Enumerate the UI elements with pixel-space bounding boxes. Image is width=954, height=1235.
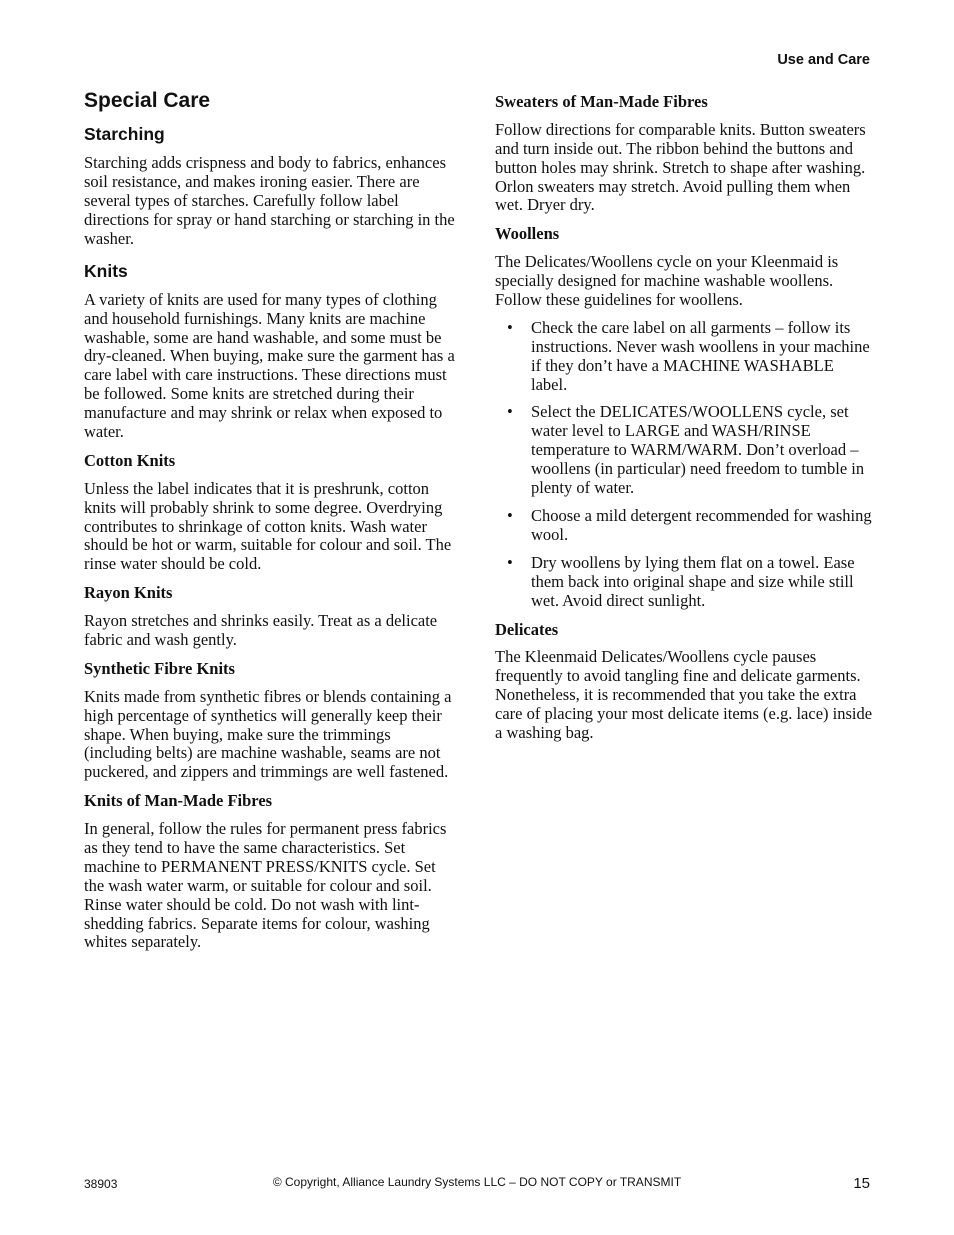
heading-delicates: Delicates <box>495 619 559 639</box>
copyright-notice: © Copyright, Alliance Laundry Systems LLC – DO NOT COPY or TRANSMIT <box>272 1175 682 1189</box>
bullet-marker: • <box>507 317 513 337</box>
paragraph-knits: A variety of knits are used for many types of clothing and household furnishings. Many knits are machine washable, some are hand washable, and some must be dry-cleaned. When buying, make sure the garment has a care label with care instructions. These directions must be followed. Some knits are stretched during their manufacture and may shrink or relax when exposed to water. <box>84 289 455 442</box>
right-column <box>495 92 873 752</box>
heading-sweaters: Sweaters of Man-Made Fibres <box>495 92 708 111</box>
bullet-marker: • <box>507 402 513 422</box>
list-item <box>495 403 873 498</box>
paragraph-delicates: The Kleenmaid Delicates/Woollens cycle pauses frequently to avoid tangling fine and delicate garments. Nonetheless, it is recommended that you take the extra care of placing your most delicate items (e.g. lace) inside a washing bag. <box>495 647 873 742</box>
paragraph-woollens: The Delicates/Woollens cycle on your Kleenmaid is specially designed for machine washable woollens. Follow these guidelines for woollens. <box>495 252 839 309</box>
list-item-text: Dry woollens by lying them flat on a towel. Ease them back into original shape and size while still wet. Avoid direct sunlight. <box>531 552 855 610</box>
heading-knits: Knits <box>84 260 128 281</box>
heading-synthetic-fibre-knits: Synthetic Fibre Knits <box>84 658 235 678</box>
paragraph-sweaters: Follow directions for comparable knits. Button sweaters and turn inside out. The ribbon behind the buttons and button holes may shrink. Stretch to shape after washing. Orlon sweaters may stretch. Avoid pulling them when wet. Dryer dry. <box>495 119 866 215</box>
list-item-text: Select the DELICATES/WOOLLENS cycle, set water level to LARGE and WASH/RINSE temperature to WARM/WARM. Don’t overload – woollens (in particular) need freedom to tumble in plenty of water. <box>531 402 865 498</box>
document-number: 38903 <box>84 1177 118 1191</box>
list-item <box>495 319 873 395</box>
paragraph-knits-man-made: In general, follow the rules for permanent press fabrics as they tend to have the same characteristics. Set machine to PERMANENT PRESS/KNITS cycle. Set the wash water warm, or suitable for colour and soil. Rinse water should be cold. Do not wash with lint-shedding fabrics. Separate items for colour, washing whites separately. <box>84 819 447 952</box>
heading-cotton-knits: Cotton Knits <box>84 450 176 470</box>
running-header: Use and Care <box>777 52 870 68</box>
page-title: Special Care <box>84 89 211 112</box>
left-column <box>84 88 458 961</box>
paragraph-synthetic-fibre-knits: Knits made from synthetic fibres or blends containing a high percentage of synthetics will generally keep their shape. When buying, make sure the trimmings (including belts) are machine washable, seams are not puckered, and zippers and trimmings are well fastened. <box>84 686 452 782</box>
list-item <box>495 507 873 545</box>
heading-knits-man-made: Knits of Man-Made Fibres <box>84 791 273 811</box>
list-item-text: Choose a mild detergent recommended for washing wool. <box>531 506 872 544</box>
heading-woollens: Woollens <box>495 224 560 244</box>
paragraph-cotton-knits: Unless the label indicates that it is preshrunk, cotton knits will probably shrink to some degree. Overdrying contributes to shrinkage of cotton knits. Wash water should be hot or warm, suitable for colour and soil. The rinse water should be cold. <box>84 478 452 574</box>
heading-starching: Starching <box>84 124 165 145</box>
woollens-guidelines-list <box>495 319 873 611</box>
page-number: 15 <box>853 1175 870 1192</box>
list-item-text: Check the care label on all garments – follow its instructions. Never wash woollens in your machine if they don’t have a MACHINE WASHABLE label. <box>531 317 870 394</box>
heading-rayon-knits: Rayon Knits <box>84 583 173 603</box>
paragraph-rayon-knits: Rayon stretches and shrinks easily. Treat as a delicate fabric and wash gently. <box>84 611 438 649</box>
paragraph-starching: Starching adds crispness and body to fabrics, enhances soil resistance, and makes ironing easier. There are several types of starches. Carefully follow label directions for spray or hand starching or starching in the washer. <box>84 153 455 248</box>
list-item <box>495 554 873 611</box>
bullet-marker: • <box>507 506 513 525</box>
page-footer <box>84 1175 870 1195</box>
bullet-marker: • <box>507 552 513 572</box>
